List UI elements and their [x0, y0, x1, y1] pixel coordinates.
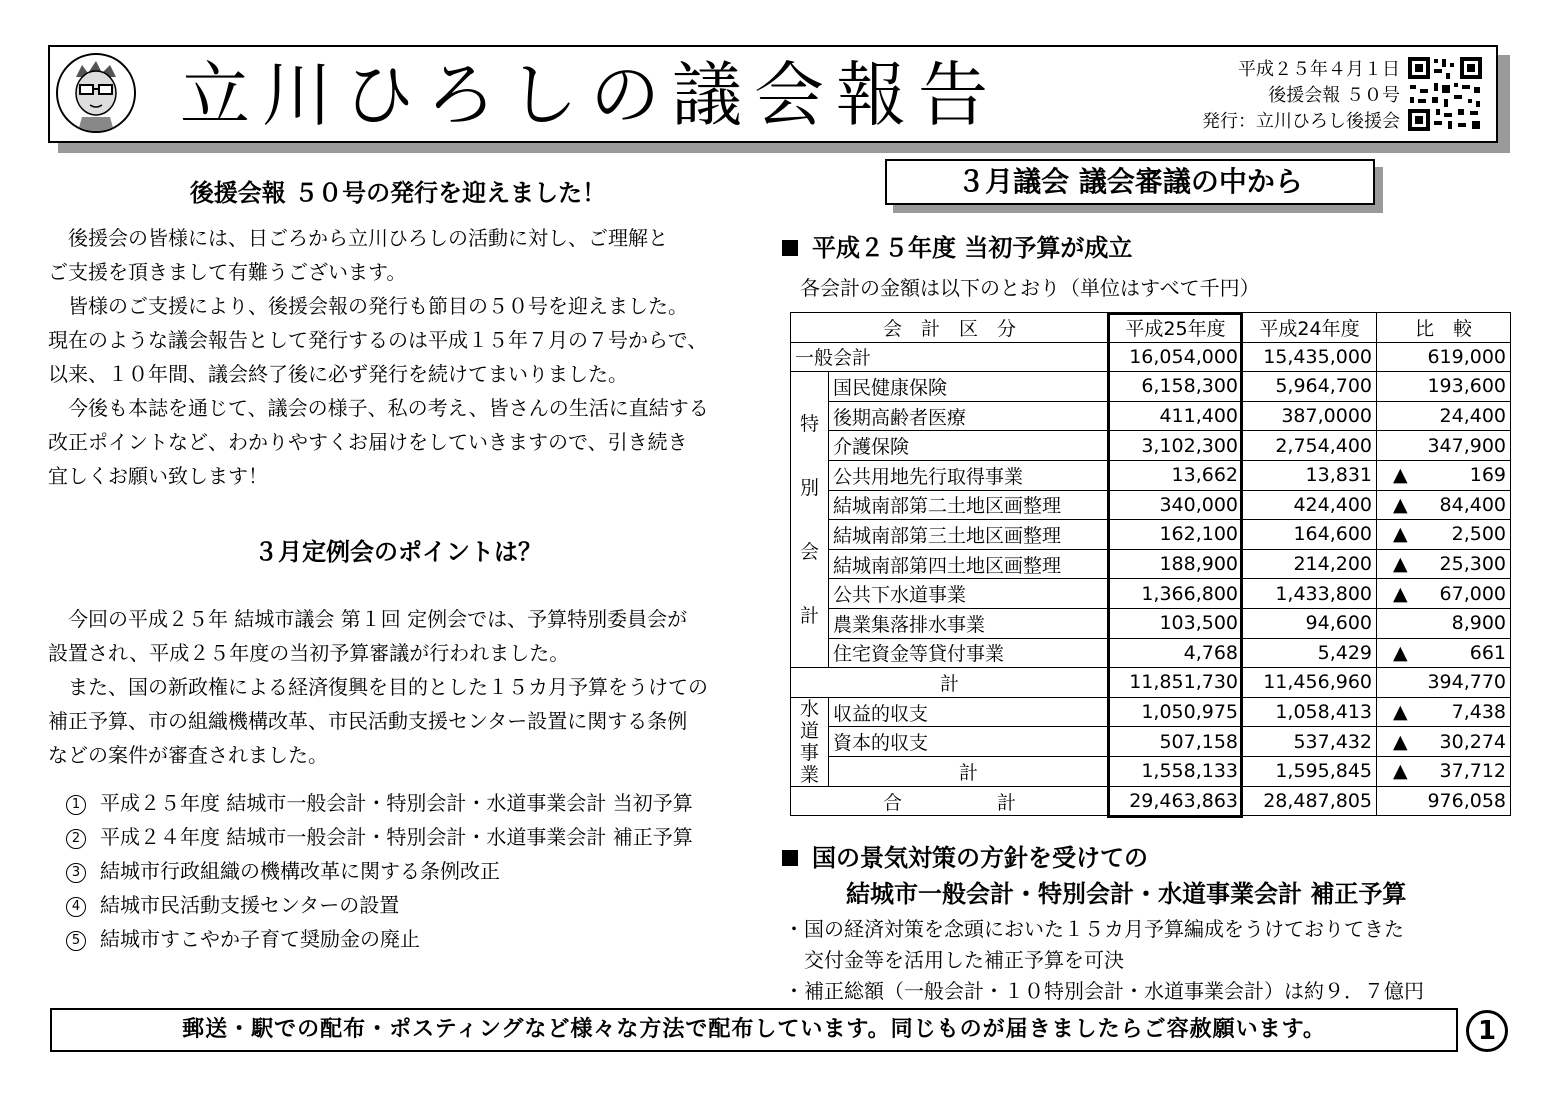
section-title-issue50: 後援会報 ５０号の発行を迎えました！ — [189, 179, 607, 207]
list-number: 4 — [66, 897, 86, 917]
paragraph-line: 設置され、平成２５年度の当初予算審議が行われました。 — [48, 641, 570, 665]
paragraph-line: また、国の新政権による経済復興を目的とした１５カ月予算をうけての — [68, 675, 708, 699]
decrease-triangle-icon: ▲ — [1393, 523, 1408, 546]
decrease-triangle-icon: ▲ — [1393, 493, 1408, 516]
bullet-line: ・補正総額（一般会計・１０特別会計・水道事業会計）は約９．７億円 — [784, 979, 1424, 1003]
value-h25: 162,100 — [1109, 520, 1243, 550]
diff-amount: 8,900 — [1451, 612, 1507, 635]
row-label: 住宅資金等貸付事業 — [829, 638, 1109, 668]
list-number: 1 — [66, 795, 86, 815]
water-accounts-label — [791, 697, 829, 786]
section-title-march-session: ３月議会 議会審議の中から — [885, 159, 1375, 205]
vertical-char: 事 — [799, 741, 819, 764]
table-note: 各会計の金額は以下のとおり（単位はすべて千円） — [800, 276, 1260, 300]
issue-number: 後援会報 ５０号 — [1268, 85, 1400, 106]
diff-amount: 169 — [1469, 464, 1507, 487]
list-number: 3 — [66, 863, 86, 883]
paragraph-line: 以来、１０年間、議会終了後に必ず発行を続けてまいりました。 — [48, 362, 628, 386]
diff-amount: 24,400 — [1439, 405, 1507, 428]
value-diff — [1377, 638, 1511, 668]
paragraph-line: などの案件が審査されました。 — [48, 743, 328, 767]
list-item — [66, 922, 756, 956]
list-item — [66, 854, 756, 888]
decrease-triangle-icon: ▲ — [1393, 760, 1408, 783]
subheading-text: 国の景気対策の方針を受けての — [812, 844, 1148, 872]
value-h24: 214,200 — [1243, 549, 1377, 579]
table-row — [791, 401, 1511, 431]
row-label: 国民健康保険 — [829, 372, 1109, 402]
row-label: 一般会計 — [791, 342, 1109, 372]
table-row — [791, 342, 1511, 372]
diff-amount: 84,400 — [1439, 493, 1507, 516]
decrease-triangle-icon: ▲ — [1393, 553, 1408, 576]
row-label: 後期高齢者医療 — [829, 401, 1109, 431]
list-item-text: 平成２５年度 結城市一般会計・特別会計・水道事業会計 当初予算 — [100, 791, 693, 815]
decrease-triangle-icon: ▲ — [1393, 730, 1408, 753]
diff-amount: 2,500 — [1451, 523, 1507, 546]
row-label: 農業集落排水事業 — [829, 608, 1109, 638]
paragraph-line: 皆様のご支援により、後援会報の発行も節目の５０号を迎えました。 — [68, 294, 688, 318]
diff-amount: 30,274 — [1439, 730, 1507, 753]
subheading-supplementary-line2: 結城市一般会計・特別会計・水道事業会計 補正予算 — [846, 880, 1407, 908]
value-h24: 5,964,700 — [1243, 372, 1377, 402]
value-h25: 411,400 — [1109, 401, 1243, 431]
list-number: 2 — [66, 829, 86, 849]
value-diff: 619,000 — [1377, 342, 1511, 372]
value-h25: 29,463,863 — [1109, 786, 1243, 816]
vertical-char: 水 — [799, 697, 819, 720]
table-row — [791, 757, 1511, 787]
value-h24: 15,435,000 — [1243, 342, 1377, 372]
value-h24: 13,831 — [1243, 460, 1377, 490]
value-h25: 1,558,133 — [1109, 757, 1243, 787]
supplementary-notes — [784, 914, 1424, 1007]
value-diff — [1377, 697, 1511, 727]
value-h25: 3,102,300 — [1109, 431, 1243, 461]
subheading-text: 平成２５年度 当初予算が成立 — [812, 234, 1133, 262]
value-h24: 28,487,805 — [1243, 786, 1377, 816]
value-h25: 16,054,000 — [1109, 342, 1243, 372]
value-h24: 1,433,800 — [1243, 579, 1377, 609]
budget-table — [790, 312, 1511, 816]
value-h25: 6,158,300 — [1109, 372, 1243, 402]
value-h24: 164,600 — [1243, 520, 1377, 550]
diff-amount: 67,000 — [1439, 582, 1507, 605]
table-row — [791, 431, 1511, 461]
list-item — [66, 786, 756, 820]
issue50-body — [48, 221, 758, 493]
value-h25: 340,000 — [1109, 490, 1243, 520]
value-h24: 424,400 — [1243, 490, 1377, 520]
masthead — [48, 45, 1498, 143]
page-title: 立川ひろしの議会報告 — [180, 54, 1000, 136]
value-diff — [1377, 549, 1511, 579]
list-number: 5 — [66, 931, 86, 951]
diff-amount: 37,712 — [1439, 760, 1507, 783]
row-label: 計 — [791, 668, 1109, 698]
column-header: 平成24年度 — [1243, 313, 1377, 343]
table-row — [791, 460, 1511, 490]
vertical-char: 業 — [799, 763, 819, 786]
table-header-row — [791, 313, 1511, 343]
paragraph-line: 今後も本誌を通じて、議会の様子、私の考え、皆さんの生活に直結する — [68, 396, 709, 420]
decrease-triangle-icon: ▲ — [1393, 641, 1408, 664]
value-diff — [1377, 460, 1511, 490]
subheading-initial-budget — [782, 228, 1132, 263]
row-label: 結城南部第四土地区画整理 — [829, 549, 1109, 579]
value-diff — [1377, 401, 1511, 431]
table-row — [791, 520, 1511, 550]
special-accounts — [791, 372, 1511, 668]
value-h24: 5,429 — [1243, 638, 1377, 668]
diff-amount: 347,900 — [1427, 434, 1507, 457]
diff-amount: 661 — [1469, 641, 1507, 664]
value-h25: 13,662 — [1109, 460, 1243, 490]
issue-date: 平成２５年４月１日 — [1238, 59, 1400, 80]
value-h25: 507,158 — [1109, 727, 1243, 757]
vertical-char: 特 — [799, 412, 819, 435]
water-accounts — [791, 697, 1511, 786]
table-row — [791, 697, 1511, 727]
diff-amount: 7,438 — [1451, 701, 1507, 724]
value-h24: 1,058,413 — [1243, 697, 1377, 727]
vertical-char: 別 — [799, 476, 819, 499]
table-row — [791, 608, 1511, 638]
subheading-supplementary — [782, 838, 1148, 873]
special-accounts-label — [791, 372, 829, 668]
paragraph-line: 改正ポイントなど、わかりやすくお届けをしていきますので、引き続き — [48, 430, 688, 454]
value-h24: 11,456,960 — [1243, 668, 1377, 698]
list-item — [66, 888, 756, 922]
list-item — [66, 820, 756, 854]
paragraph-line: 現在のような議会報告として発行するのは平成１５年７月の７号からで、 — [48, 328, 708, 352]
value-diff: 394,770 — [1377, 668, 1511, 698]
value-diff: 976,058 — [1377, 786, 1511, 816]
agenda-list — [66, 786, 756, 956]
column-header: 平成25年度 — [1109, 313, 1243, 343]
avatar — [56, 53, 136, 133]
list-item-text: 結城市民活動支援センターの設置 — [100, 893, 400, 917]
value-diff — [1377, 757, 1511, 787]
paragraph-line: 後援会の皆様には、日ごろから立川ひろしの活動に対し、ご理解と — [68, 226, 668, 250]
value-h25: 1,050,975 — [1109, 697, 1243, 727]
bullet-line: ・国の経済対策を念頭においた１５カ月予算編成をうけておりてきた — [784, 917, 1404, 941]
column-header: 会 計 区 分 — [791, 313, 1109, 343]
decrease-triangle-icon: ▲ — [1393, 701, 1408, 724]
footer-notice: 郵送・駅での配布・ポスティングなど様々な方法で配布しています。同じものが届きましたらご容赦願います。 — [50, 1008, 1458, 1052]
square-bullet-icon — [782, 850, 798, 866]
value-diff — [1377, 520, 1511, 550]
value-h24: 94,600 — [1243, 608, 1377, 638]
value-diff — [1377, 372, 1511, 402]
diff-amount: 25,300 — [1439, 553, 1507, 576]
row-label: 結城南部第二土地区画整理 — [829, 490, 1109, 520]
row-label: 結城南部第三土地区画整理 — [829, 520, 1109, 550]
value-h25: 11,851,730 — [1109, 668, 1243, 698]
decrease-triangle-icon: ▲ — [1393, 582, 1408, 605]
table-row — [791, 786, 1511, 816]
value-h24: 1,595,845 — [1243, 757, 1377, 787]
table-row — [791, 668, 1511, 698]
table-row — [791, 490, 1511, 520]
list-item-text: 結城市すこやか子育て奨励金の廃止 — [100, 927, 420, 951]
row-label: 介護保険 — [829, 431, 1109, 461]
value-h24: 537,432 — [1243, 727, 1377, 757]
table-row — [791, 549, 1511, 579]
value-diff — [1377, 727, 1511, 757]
paragraph-line: 補正予算、市の組織機構改革、市民活動支援センター設置に関する条例 — [48, 709, 688, 733]
value-diff — [1377, 431, 1511, 461]
qr-code-icon — [1406, 55, 1484, 133]
row-label: 資本的収支 — [829, 727, 1109, 757]
table-row — [791, 727, 1511, 757]
value-h24: 387,0000 — [1243, 401, 1377, 431]
paragraph-line: ご支援を頂きまして有難うございます。 — [48, 260, 407, 284]
square-bullet-icon — [782, 240, 798, 256]
row-label: 計 — [829, 757, 1109, 787]
value-diff — [1377, 579, 1511, 609]
row-label: 公共下水道事業 — [829, 579, 1109, 609]
value-diff — [1377, 490, 1511, 520]
table-row — [791, 372, 1511, 402]
column-header: 比 較 — [1377, 313, 1511, 343]
page-number: 1 — [1466, 1010, 1508, 1052]
publisher: 発行：立川ひろし後援会 — [1202, 111, 1400, 132]
vertical-char: 道 — [799, 719, 819, 742]
row-label: 収益的収支 — [829, 697, 1109, 727]
table-row — [791, 638, 1511, 668]
paragraph-line: 宜しくお願い致します！ — [48, 464, 268, 488]
march-points-body — [48, 602, 758, 772]
vertical-char: 計 — [799, 604, 819, 627]
row-label: 合 計 — [791, 786, 1109, 816]
vertical-char: 会 — [799, 540, 819, 563]
section-title-march-points: ３月定例会のポイントは？ — [254, 538, 542, 566]
list-item-text: 平成２４年度 結城市一般会計・特別会計・水道事業会計 補正予算 — [100, 825, 693, 849]
value-h25: 4,768 — [1109, 638, 1243, 668]
decrease-triangle-icon: ▲ — [1393, 464, 1408, 487]
list-item-text: 結城市行政組織の機構改革に関する条例改正 — [100, 859, 500, 883]
paragraph-line: 今回の平成２５年 結城市議会 第１回 定例会では、予算特別委員会が — [68, 607, 688, 631]
diff-amount: 193,600 — [1427, 375, 1507, 398]
value-h25: 188,900 — [1109, 549, 1243, 579]
value-h25: 1,366,800 — [1109, 579, 1243, 609]
table-row — [791, 579, 1511, 609]
value-diff — [1377, 608, 1511, 638]
row-label: 公共用地先行取得事業 — [829, 460, 1109, 490]
value-h25: 103,500 — [1109, 608, 1243, 638]
bullet-line: 交付金等を活用した補正予算を可決 — [784, 948, 1124, 972]
caricature-icon — [58, 55, 134, 131]
value-h24: 2,754,400 — [1243, 431, 1377, 461]
